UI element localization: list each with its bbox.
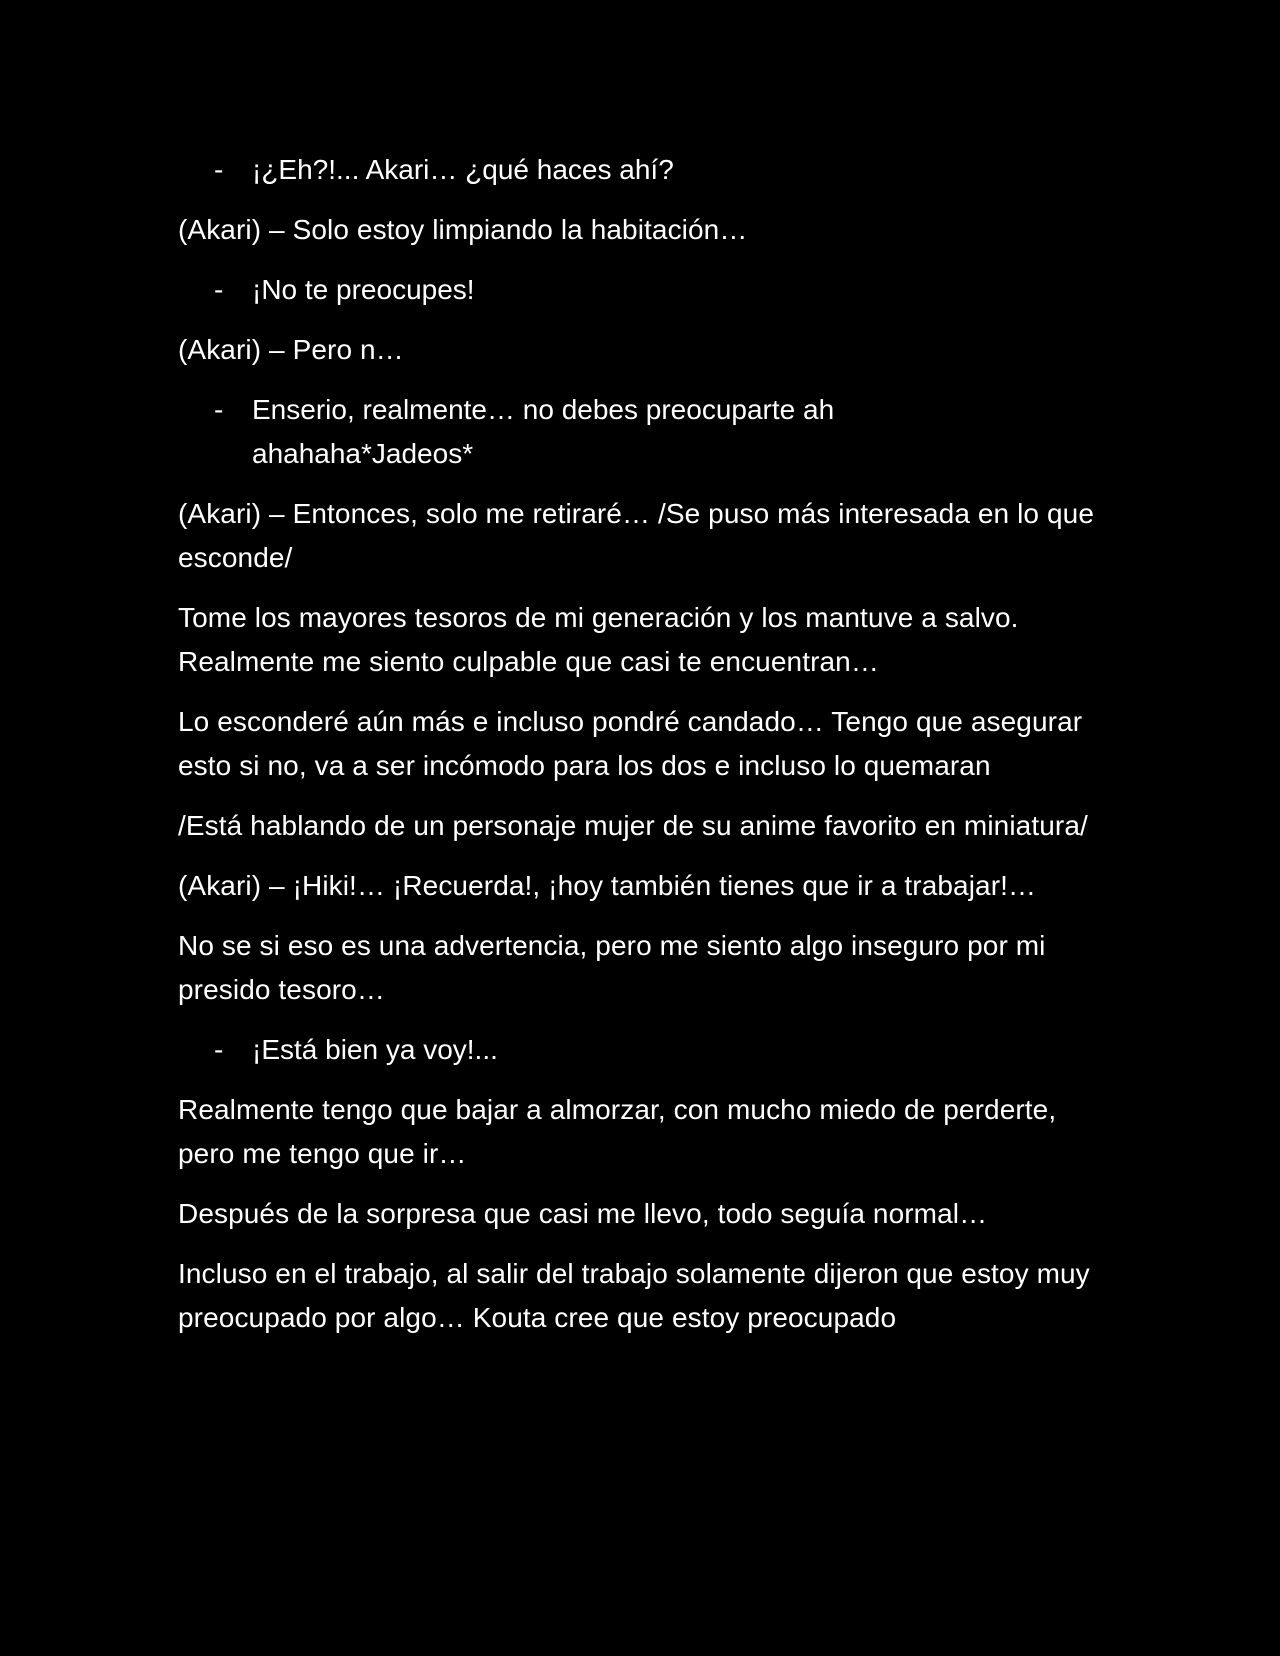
paragraph: (Akari) – ¡Hiki!… ¡Recuerda!, ¡hoy también tienes que ir a trabajar!… — [178, 870, 1037, 901]
dialogue-text: ¡¿Eh?!... Akari… ¿qué haces ahí? — [252, 154, 674, 185]
bullet-line — [178, 268, 1114, 312]
bullet-marker: - — [214, 1034, 224, 1065]
paragraph: (Akari) – Entonces, solo me retiraré… /Se puso más interesada en lo que esconde/ — [178, 498, 1094, 573]
paragraph: (Akari) – Solo estoy limpiando la habitación… — [178, 214, 748, 245]
paragraph: Realmente tengo que bajar a almorzar, con mucho miedo de perderte, pero me tengo que ir… — [178, 1094, 1057, 1169]
paragraph: Incluso en el trabajo, al salir del trabajo solamente dijeron que estoy muy preocupado por algo… Kouta cree que estoy preocupado — [178, 1258, 1090, 1333]
document-page — [178, 148, 1114, 1356]
dialogue-text: ¡Está bien ya voy!... — [252, 1034, 498, 1065]
bullet-line — [178, 148, 1114, 192]
paragraph: (Akari) – Pero n… — [178, 334, 404, 365]
dialogue-text: ¡No te preocupes! — [252, 274, 475, 305]
paragraph: Lo esconderé aún más e incluso pondré candado… Tengo que asegurar esto si no, va a ser incómodo para los dos e incluso lo quemaran — [178, 706, 1083, 781]
bullet-line — [178, 388, 1114, 476]
bullet-marker: - — [214, 394, 224, 425]
paragraph: Tome los mayores tesoros de mi generación y los mantuve a salvo. Realmente me siento culpable que casi te encuentran… — [178, 602, 1019, 677]
bullet-marker: - — [214, 274, 224, 305]
dialogue-text: Enserio, realmente… no debes preocuparte ah ahahaha*Jadeos* — [252, 394, 835, 469]
paragraph: No se si eso es una advertencia, pero me siento algo inseguro por mi presido tesoro… — [178, 930, 1046, 1005]
bullet-line — [178, 1028, 1114, 1072]
paragraph: Después de la sorpresa que casi me llevo, todo seguía normal… — [178, 1198, 988, 1229]
paragraph: /Está hablando de un personaje mujer de su anime favorito en miniatura/ — [178, 810, 1088, 841]
bullet-marker: - — [214, 154, 224, 185]
